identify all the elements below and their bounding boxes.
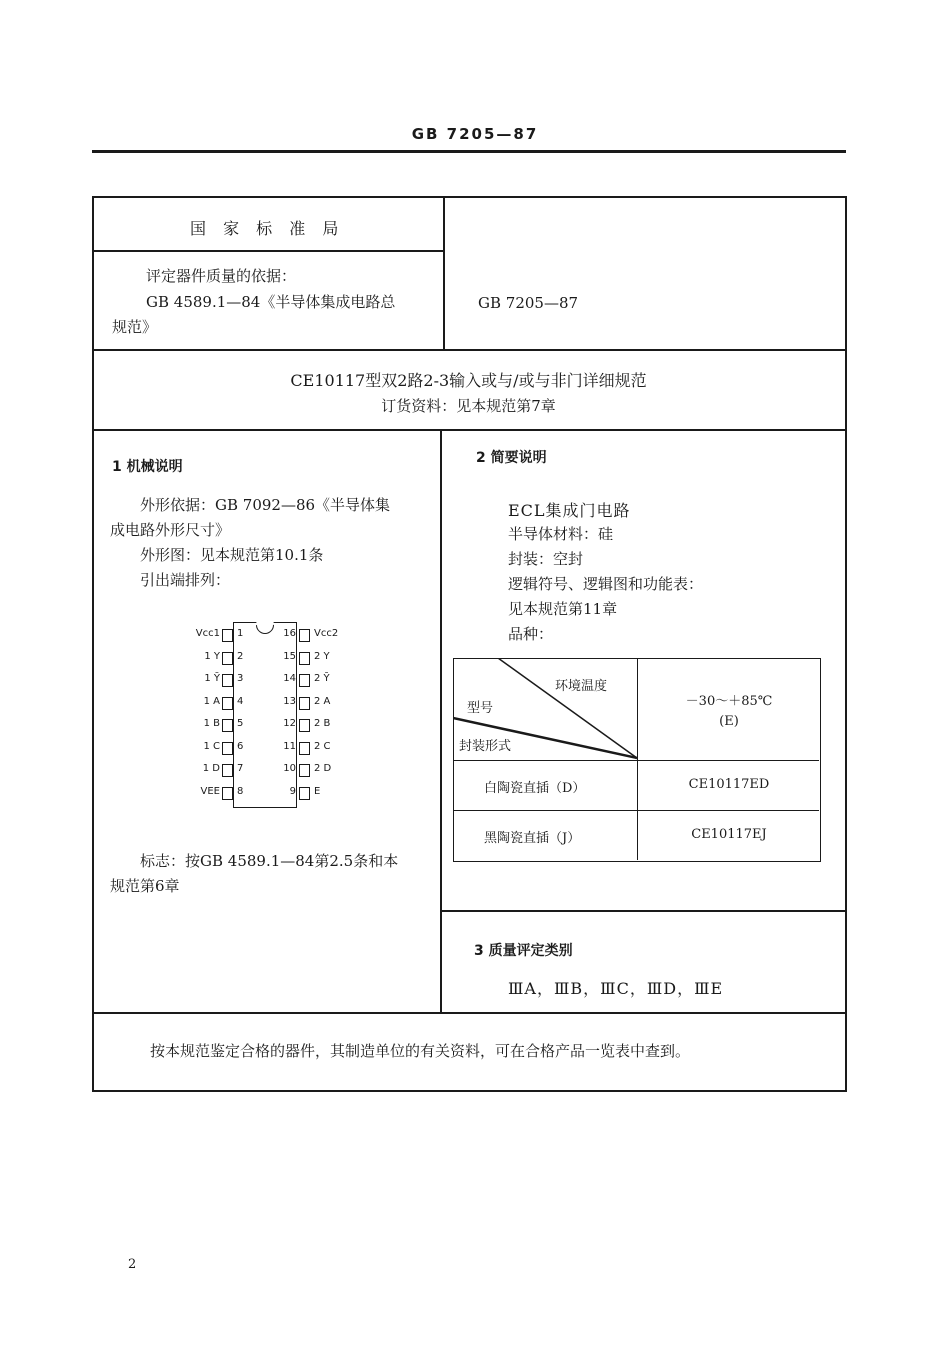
pin-label-left: 1 D	[202, 763, 220, 774]
pin-label-right: Vcc2	[314, 628, 339, 639]
variants-label: 品种：	[508, 625, 554, 643]
page-number: 2	[128, 1257, 137, 1272]
spec-form-frame	[92, 196, 847, 1092]
pin-number-left: 1	[237, 628, 244, 639]
qualified-products-note: 按本规范鉴定合格的器件，其制造单位的有关资料，可在合格产品一览表中查到。	[150, 1042, 691, 1060]
circuit-type: ECL集成门电路	[508, 501, 631, 520]
pin-number-right: 11	[283, 740, 296, 752]
pin-box	[299, 719, 310, 732]
pin-box	[299, 742, 310, 755]
pin-box	[299, 787, 310, 800]
temp-range: －30～＋85℃	[685, 694, 773, 709]
basis-standard-cont: 规范》	[112, 318, 158, 336]
pin-label-left: Vcc1	[195, 628, 220, 639]
pin-box	[222, 742, 233, 755]
section1-heading: 1 机械说明	[112, 459, 183, 475]
pin-label-left: VEE	[200, 785, 220, 797]
pin-number-right: 16	[283, 628, 296, 639]
pin-box	[299, 652, 310, 665]
pin-label-left: 1 B	[203, 718, 220, 729]
spec-title: CE10117型双2路2-3输入或与/或与非门详细规范	[290, 371, 647, 390]
package-type: 封装：空封	[508, 550, 584, 568]
logic-ref: 见本规范第11章	[508, 600, 618, 618]
outline-basis-cont: 成电路外形尺寸》	[110, 521, 231, 539]
outline-basis: 外形依据：GB 7092—86《半导体集	[140, 496, 391, 514]
pin-label-left: 1 Ȳ	[204, 673, 220, 684]
pin-number-left: 2	[237, 650, 244, 662]
divider-middle-vertical	[440, 429, 442, 1012]
package-black-ceramic: 黑陶瓷直插（J）	[484, 831, 581, 846]
pin-number-left: 8	[237, 785, 244, 797]
section3-heading: 3 质量评定类别	[474, 943, 573, 959]
pin-box	[222, 652, 233, 665]
pin-box	[222, 764, 233, 777]
pin-label-right: 2 B	[314, 718, 331, 729]
document-code-header: GB 7205—87	[411, 125, 539, 143]
corner-package-label: 封装形式	[459, 739, 512, 754]
pin-box	[222, 697, 233, 710]
model-ced: CE10117ED	[688, 777, 770, 792]
variants-table-row-divider-2	[453, 810, 819, 811]
pin-label-right: 2 D	[314, 763, 332, 774]
temp-code: (E)	[719, 714, 739, 729]
outline-drawing: 外形图：见本规范第10.1条	[140, 546, 324, 564]
basis-label: 评定器件质量的依据：	[146, 267, 297, 285]
pin-box	[299, 674, 310, 687]
divider-top-vertical	[443, 196, 445, 349]
pin-label-right: 2 Ȳ	[314, 673, 330, 684]
header-rule	[92, 150, 846, 153]
divider-title	[92, 429, 845, 431]
pin-box	[299, 764, 310, 777]
pin-number-left: 4	[237, 695, 244, 707]
semiconductor-material: 半导体材料：硅	[508, 525, 614, 543]
quality-categories: ⅢA，ⅢB，ⅢC，ⅢD，ⅢE	[508, 979, 724, 998]
basis-standard: GB 4589.1—84《半导体集成电路总	[146, 293, 396, 311]
divider-section3	[440, 910, 845, 912]
marking-info-cont: 规范第6章	[110, 877, 180, 895]
pin-arrangement-label: 引出端排列：	[140, 571, 231, 589]
pin-label-left: 1 C	[203, 740, 220, 752]
divider-bureau	[92, 250, 443, 252]
pin-label-right: 2 A	[314, 695, 331, 707]
pin-box	[222, 719, 233, 732]
pin-label-right: 2 C	[314, 740, 331, 752]
marking-info: 标志：按GB 4589.1—84第2.5条和本	[140, 852, 399, 870]
pin-number-left: 3	[237, 673, 244, 684]
corner-temp-label: 环境温度	[555, 679, 608, 694]
section2-heading: 2 简要说明	[476, 450, 547, 466]
pin-label-left: 1 Y	[204, 650, 220, 662]
pin-box	[299, 629, 310, 642]
pin-number-right: 9	[289, 785, 296, 797]
pin-number-right: 14	[283, 673, 296, 684]
ordering-info: 订货资料：见本规范第7章	[381, 397, 556, 415]
pin-number-right: 15	[283, 650, 296, 662]
pin-number-right: 12	[283, 718, 296, 729]
pin-label-right: 2 Y	[314, 650, 330, 662]
pin-number-left: 7	[237, 763, 244, 774]
pin-label-right: E	[314, 785, 321, 797]
pin-number-left: 5	[237, 718, 244, 729]
pin-number-left: 6	[237, 740, 244, 752]
package-white-ceramic: 白陶瓷直插（D）	[484, 781, 586, 796]
standard-number: GB 7205—87	[478, 294, 579, 312]
corner-type-label: 型号	[467, 701, 494, 716]
pin-box	[222, 629, 233, 642]
pin-box	[222, 787, 233, 800]
logic-info: 逻辑符号、逻辑图和功能表：	[508, 575, 704, 593]
model-cej: CE10117EJ	[691, 827, 767, 842]
pin-number-right: 10	[283, 763, 296, 774]
pin-box	[299, 697, 310, 710]
divider-footer	[92, 1012, 845, 1014]
pin-box	[222, 674, 233, 687]
bureau-name: 国 家 标 准 局	[190, 219, 345, 238]
pin-label-left: 1 A	[203, 695, 220, 707]
divider-basis	[92, 349, 845, 351]
pin-number-right: 13	[283, 695, 296, 707]
